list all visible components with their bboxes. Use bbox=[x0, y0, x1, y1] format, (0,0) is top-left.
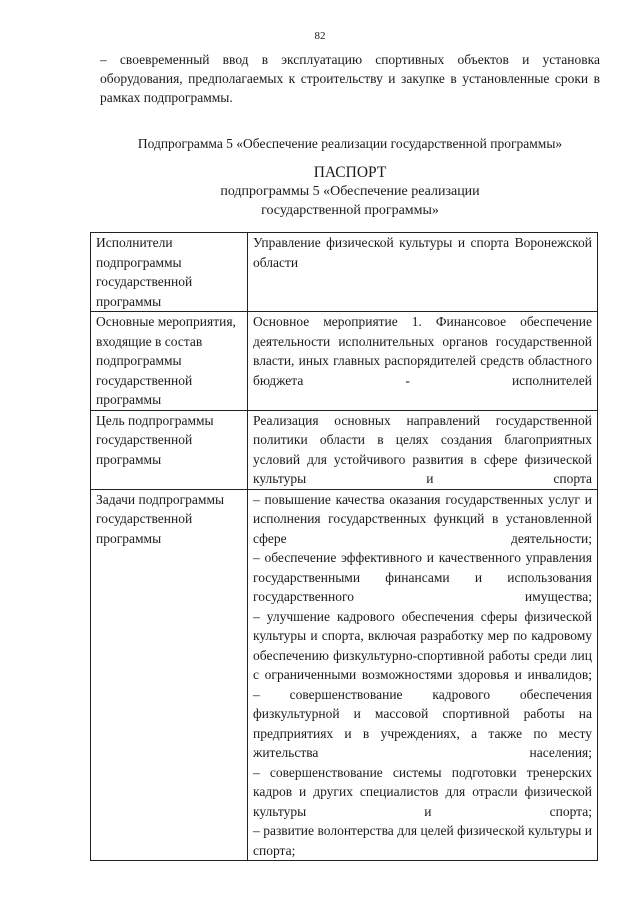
passport-subtitle-line-2: государственной программы» bbox=[261, 203, 439, 218]
task-item: – совершенствование системы подготовки тренерских кадров и других специалистов для отрасли физической культуры и спорта; bbox=[253, 764, 592, 819]
row-value-tasks bbox=[248, 489, 598, 861]
page-number: 82 bbox=[314, 30, 326, 42]
task-item: – совершенствование кадрового обеспечения физкультурной и массовой спортивной работы на предприятиях и в учреждениях, а также по месту жительства населения; bbox=[253, 686, 592, 760]
passport-subtitle bbox=[200, 182, 500, 220]
row-value-goal: Реализация основных направлений государственной политики области в целях создания благоприятных условий для устойчивого развития в сфере физической культуры и спорта bbox=[248, 410, 598, 489]
task-item: – обеспечение эффективного и качественного управления государственными финансами и использования государственного имущества; bbox=[253, 550, 592, 604]
row-value-executors: Управление физической культуры и спорта Воронежской области bbox=[248, 233, 598, 312]
passport-subtitle-line-1: подпрограммы 5 «Обеспечение реализации bbox=[220, 184, 480, 199]
table-row bbox=[91, 233, 598, 312]
table-row bbox=[91, 410, 598, 489]
row-value-main-activities: Основное мероприятие 1. Финансовое обеспечение деятельности исполнительных органов государственной власти, иных главных распорядителей средств областного бюджета - исполнителей bbox=[248, 312, 598, 411]
row-label-main-activities: Основные мероприятия, входящие в состав подпрограммы государственной программы bbox=[91, 312, 248, 411]
row-label-executors: Исполнители подпрограммы государственной программы bbox=[91, 233, 248, 312]
row-label-tasks: Задачи подпрограммы государственной программы bbox=[91, 489, 248, 861]
task-item: – улучшение кадрового обеспечения сферы физической культуры и спорта, включая разработку мер по кадровому обеспечению физкультурно-спортивной работы среди лиц с ограниченными возможностями здоровья и инвалидов; bbox=[253, 608, 592, 682]
task-item: – развитие волонтерства для целей физической культуры и спорта; bbox=[253, 823, 592, 858]
table-row bbox=[91, 489, 598, 861]
intro-paragraph: – своевременный ввод в эксплуатацию спортивных объектов и установка оборудования, предполагаемых к строительству и закупке в установленные сроки в рамках подпрограммы. bbox=[100, 52, 600, 105]
table-row bbox=[91, 312, 598, 411]
subprogram-heading: Подпрограмма 5 «Обеспечение реализации государственной программы» bbox=[137, 136, 563, 151]
passport-title: ПАСПОРТ bbox=[313, 164, 387, 181]
row-label-goal: Цель подпрограммы государственной программы bbox=[91, 410, 248, 489]
task-item: – повышение качества оказания государственных услуг и исполнения государственных функций в установленной сфере деятельности; bbox=[253, 491, 592, 546]
passport-table bbox=[90, 232, 598, 861]
